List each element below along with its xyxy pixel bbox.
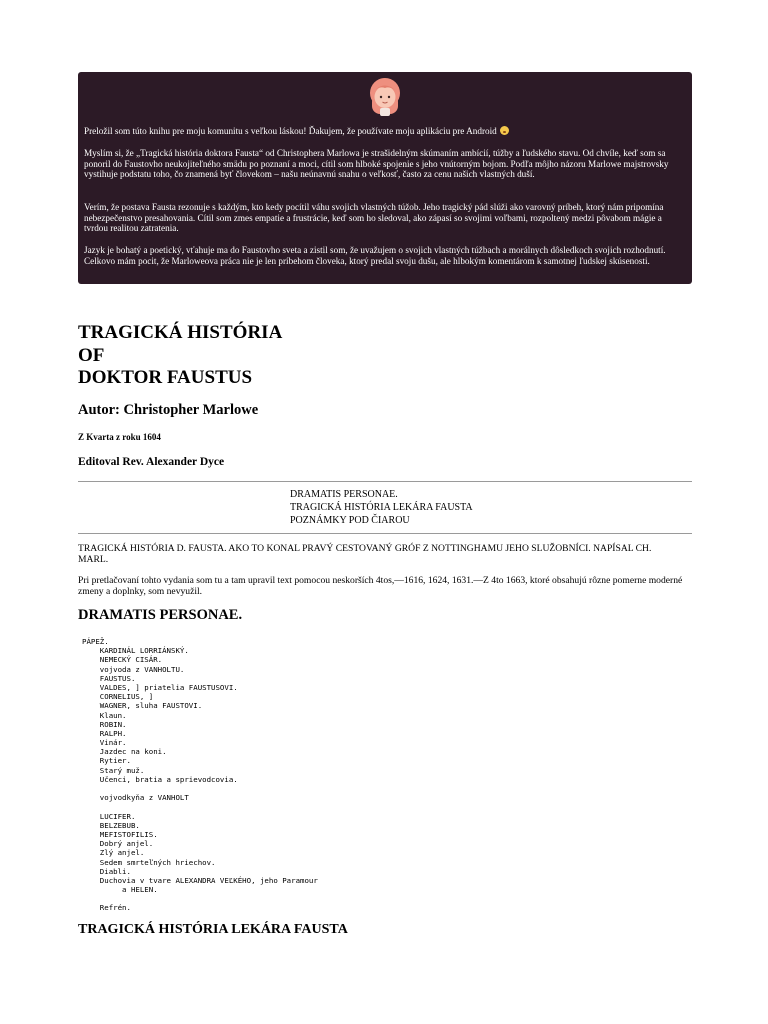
cast-line: Klaun.	[82, 710, 127, 720]
cast-list	[82, 637, 318, 913]
cast-line: vojvodkyňa z VANHOLT	[82, 793, 189, 803]
cast-line: MEFISTOFILIS.	[82, 829, 158, 839]
table-of-contents	[290, 488, 473, 528]
cast-line: BELZEBUB.	[82, 820, 140, 830]
cast-line	[82, 784, 318, 793]
cast-line: Duchovia v tvare ALEXANDRA VEĽKÉHO, jeho Paramour	[82, 875, 318, 885]
cast-line: Starý muž.	[82, 765, 145, 775]
cast-line: Jazdec na koni.	[82, 747, 167, 757]
editor-note: Pri pretlačovaní tohto vydania som tu a tam upravil text pomocou neskorších 4tos,—1616, 1624, 1631.—Z 4to 1663, ktoré obsahujú rôzne pomerne moderné zmeny a doplnky, som nevyužil.	[78, 575, 683, 597]
cast-line: Rytier.	[82, 756, 131, 766]
cast-line: NEMECKÝ CISÁR.	[82, 655, 163, 665]
author: Autor: Christopher Marlowe	[78, 402, 259, 418]
cast-line: Refrén.	[82, 903, 131, 913]
cast-line	[82, 802, 318, 811]
cast-line: Dobrý anjel.	[82, 839, 154, 849]
translator-note-box	[78, 72, 692, 284]
section-heading: TRAGICKÁ HISTÓRIA LEKÁRA FAUSTA	[78, 922, 348, 937]
quarto-source: Z Kvarta z roku 1604	[78, 432, 161, 442]
toc-link-tragic-history[interactable]: TRAGICKÁ HISTÓRIA LEKÁRA FAUSTA	[290, 502, 473, 514]
toc-link-footnotes[interactable]: POZNÁMKY POD ČIAROU	[290, 515, 410, 527]
intro-paragraph: Myslím si, že „Tragická história doktora Fausta“ od Christophera Marlowa je strašidelným skúmaním ambícií, túžby a ľudského stavu. Od chvíle, keď som sa ponoril do Faustovho neukojiteľného smädu po poznaní a moci, cítil som hlboké spojenie s jeho vnútorným bojom. Podľa môjho názoru Marlowe majstrovsky vystihuje podstatu toho, čo znamená byť človekom – našu neúnavnú snahu o veľkosť, často za cenu našich vlastných duší.	[84, 148, 669, 180]
title-line: TRAGICKÁ HISTÓRIA	[78, 322, 283, 343]
toc-link-dramatis-personae[interactable]: DRAMATIS PERSONAE.	[290, 489, 398, 500]
cast-line: LUCIFER.	[82, 811, 136, 821]
cast-line: CORNELIUS, ]	[82, 692, 154, 702]
dramatis-personae-heading: DRAMATIS PERSONAE.	[78, 607, 243, 623]
intro-paragraph: Preložil som túto knihu pre moju komunitu s veľkou láskou! Ďakujem, že používate moju aplikáciu pre Android	[84, 126, 688, 137]
cast-line	[82, 894, 318, 903]
cast-line: ROBIN.	[82, 719, 127, 729]
cast-line: Zlý anjel.	[82, 848, 145, 858]
divider	[78, 533, 692, 534]
smile-emoji-icon	[500, 126, 509, 135]
cast-line: Vinár.	[82, 738, 127, 748]
title-line: DOKTOR FAUSTUS	[78, 367, 253, 388]
editor: Editoval Rev. Alexander Dyce	[78, 456, 225, 468]
cast-line: Diabli.	[82, 866, 131, 876]
cast-line: Učenci, bratia a sprievodcovia.	[82, 774, 238, 784]
cast-line: vojvoda z VANHOLTU.	[82, 664, 185, 674]
cast-line: WAGNER, sluha FAUSTOVI.	[82, 701, 203, 711]
cast-line: RALPH.	[82, 728, 127, 738]
play-subtitle: TRAGICKÁ HISTÓRIA D. FAUSTA. AKO TO KONAL PRAVÝ CESTOVANÝ GRÓF Z NOTTINGHAMU JEHO SLUŽOBNÍCI. NAPÍSAL CH. MARL.	[78, 543, 652, 565]
cast-line: VALDES, ] priatelia FAUSTUSOVI.	[82, 682, 238, 692]
avatar-icon	[366, 76, 404, 118]
divider	[78, 481, 692, 482]
cast-line: PÁPEŽ.	[82, 637, 109, 646]
cast-line: FAUSTUS.	[82, 673, 136, 683]
title-line: OF	[78, 344, 105, 366]
cast-line: KARDINÁL LORRIÁNSKÝ.	[82, 646, 189, 656]
cast-line: Sedem smrteľných hriechov.	[82, 857, 216, 867]
book-title	[78, 322, 282, 390]
cast-line: a HELEN.	[82, 885, 158, 895]
intro-paragraph: Jazyk je bohatý a poetický, vťahuje ma do Faustovho sveta a zistil som, že uvažujem o svojich vlastných túžbach a morálnych dôsledkoch svojich rozhodnutí. Celkovo mám pocit, že Marloweova práca nie je len príbehom človeka, ktorý predal svoju dušu, ale hlbokým komentárom k samotnej ľudskej skúsenosti.	[84, 245, 666, 266]
intro-paragraph: Verím, že postava Fausta rezonuje s každým, kto kedy pocítil váhu svojich vlastných túžob. Jeho tragický pád slúži ako varovný príbeh, ktorý nám pripomína nebezpečenstvo presahovania. Cítil som zmes empatie a frustrácie, keď som ho sledoval, ako zápasí so svojimi voľbami, rozpoltený medzi pôvabom mágie a tvrdou realitou zatratenia.	[84, 202, 664, 234]
